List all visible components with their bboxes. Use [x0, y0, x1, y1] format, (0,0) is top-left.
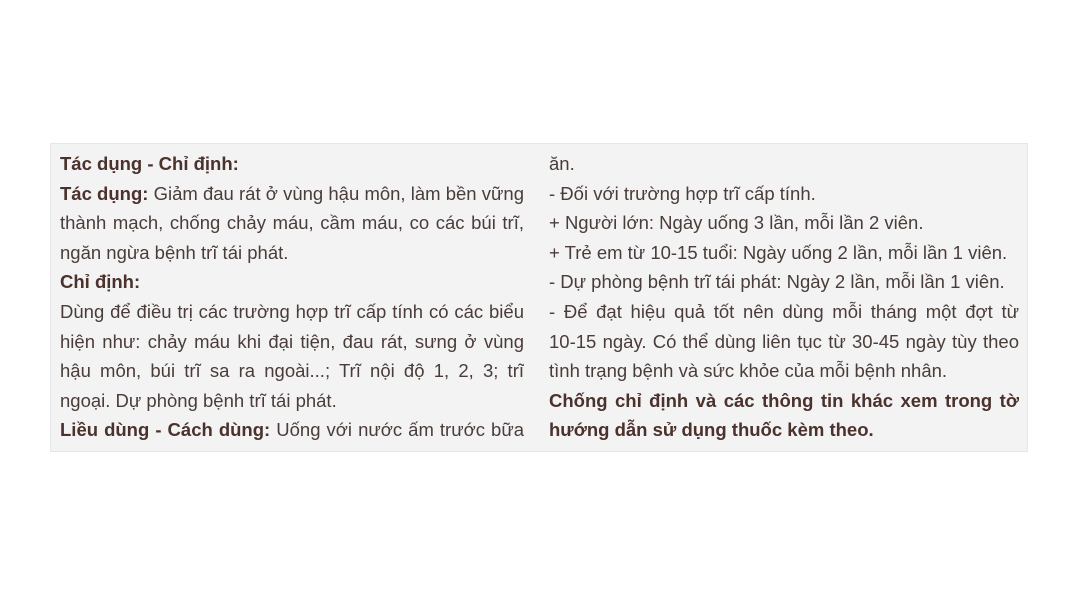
effect-text-2: thành mạch, chống chảy máu, cầm máu, co các búi trĩ, [60, 212, 524, 234]
indication-text-4: ngoại. Dự phòng bệnh trĩ tái phát. [60, 389, 337, 411]
course-text-1: - Để đạt hiệu quả tốt nên dùng mỗi tháng một đợt từ [549, 300, 1019, 322]
indication-text-3: hậu môn, búi trĩ sa ra ngoài...; Trĩ nội độ 1, 2, 3; trĩ [60, 360, 524, 382]
label-text-panel [50, 143, 1028, 452]
indication-label: Chỉ định: [60, 271, 141, 293]
effect-paragraph-line-1 [60, 179, 524, 209]
course-text-3: tình trạng bệnh và sức khỏe của mỗi bệnh nhân. [549, 360, 948, 382]
contraindication-text-1: Chống chỉ định và các thông tin khác xem trong tờ [549, 389, 1019, 411]
right-column [549, 149, 1019, 445]
acute-case-line: - Đối với trường hợp trĩ cấp tính. [549, 182, 816, 204]
dosage-paragraph-line-1 [60, 415, 524, 445]
prevention-dosage-line: - Dự phòng bệnh trĩ tái phát: Ngày 2 lần, mỗi lần 1 viên. [549, 271, 1005, 293]
effect-label: Tác dụng: [60, 182, 149, 204]
indication-text-2: hiện như: chảy máu khi đại tiện, đau rát, sưng ở vùng [60, 330, 524, 352]
child-dosage-line: + Trẻ em từ 10-15 tuổi: Ngày uống 2 lần, mỗi lần 1 viên. [549, 241, 1008, 263]
left-column [60, 149, 524, 445]
section-heading: Tác dụng - Chỉ định: [60, 153, 239, 174]
adult-dosage-line: + Người lớn: Ngày uống 3 lần, mỗi lần 2 viên. [549, 212, 924, 234]
dosage-text-2: ăn. [549, 153, 575, 174]
effect-text-3: ngăn ngừa bệnh trĩ tái phát. [60, 241, 289, 263]
dosage-text-1: Uống với nước ấm trước bữa [270, 419, 524, 441]
indication-text-1: Dùng để điều trị các trường hợp trĩ cấp tính có các biểu [60, 300, 524, 322]
dosage-label: Liều dùng - Cách dùng: [60, 419, 271, 441]
effect-text-1: Giảm đau rát ở vùng hậu môn, làm bền vững [148, 182, 524, 204]
contraindication-text-2: hướng dẫn sử dụng thuốc kèm theo. [549, 419, 874, 441]
course-text-2: 10-15 ngày. Có thể dùng liên tục từ 30-45 ngày tùy theo [549, 330, 1019, 352]
